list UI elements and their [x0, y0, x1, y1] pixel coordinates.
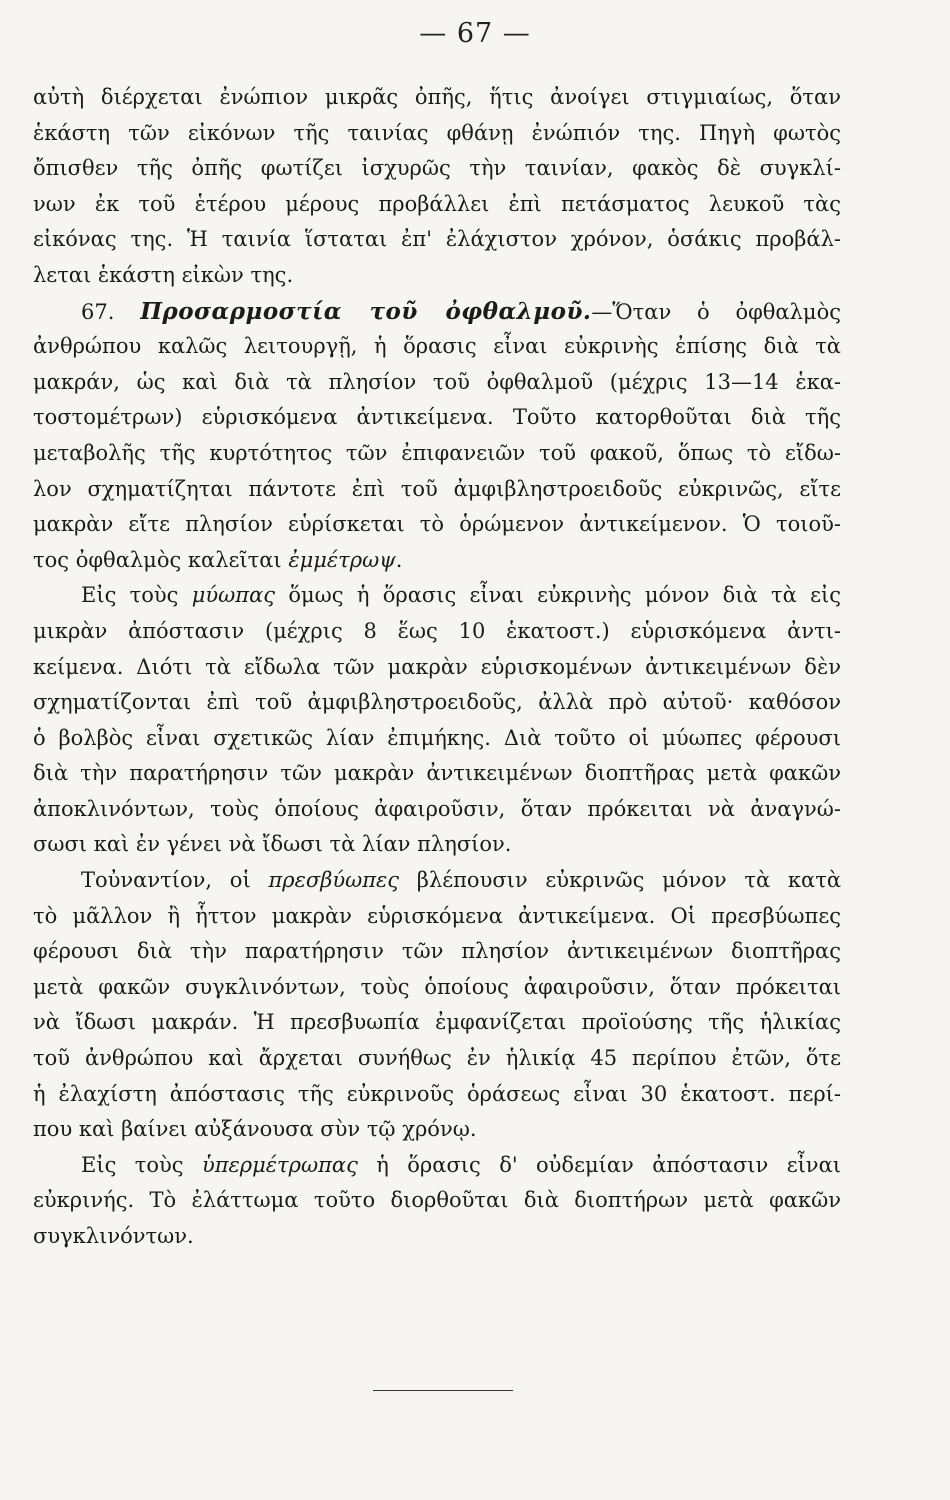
text-line: που καὶ βαίνει αὐξάνουσα σὺν τῷ χρόνῳ.	[33, 1117, 477, 1142]
text-line: εἰκόνας της. Ἡ ταινία ἵσταται ἐπ' ἐλάχιστον χρόνον, ὁσάκις προβάλ-	[33, 227, 841, 252]
text-line: κείμενα. Διότι τὰ εἴδωλα τῶν μακρὰν εὑρισκομένων ἀντικειμένων δὲν	[33, 654, 841, 679]
text-line: ἀνθρώπου καλῶς λειτουργῇ, ἡ ὅρασις εἶναι εὐκρινὴς ἐπίσης διὰ τὰ	[33, 334, 841, 359]
text-line: νων ἐκ τοῦ ἑτέρου μέρους προβάλλει ἐπὶ πετάσματος λευκοῦ τὰς	[33, 191, 841, 216]
text-line: λεται ἑκάστη εἰκὼν της.	[33, 262, 294, 287]
text-line: σχηματίζονται ἐπὶ τοῦ ἀμφιβληστροειδοῦς, ἀλλὰ πρὸ αὐτοῦ· καθόσον	[33, 690, 841, 715]
text-line: Εἰς τοὺς ὑπερμέτρωπας ἡ ὅρασις δ' οὐδεμίαν ἀπόστασιν εἶναι	[81, 1152, 841, 1177]
text-line: διὰ τὴν παρατήρησιν τῶν μακρὰν ἀντικειμένων διοπτῆρας μετὰ φακῶν	[33, 761, 841, 786]
text-line: συγκλινόντων.	[33, 1224, 194, 1248]
text-line: αὐτὴ διέρχεται ἐνώπιον μικρᾶς ὀπῆς, ἥτις ἀνοίγει στιγμιαίως, ὅταν	[33, 85, 841, 109]
emphasis-term: μύωπας	[191, 583, 276, 608]
body-text	[33, 80, 841, 1255]
section-number: 67.	[81, 299, 141, 324]
text-line: Τοὐναντίον, οἱ πρεσβύωπες βλέπουσιν εὐκρινῶς μόνον τὰ κατὰ	[81, 868, 842, 893]
end-rule-divider	[373, 1390, 513, 1391]
emphasis-term: ὑπερμέτρωπας	[201, 1152, 358, 1177]
text-line: σωσι καὶ ἐν γένει νὰ ἴδωσι τὰ λίαν πλησίον.	[33, 832, 512, 857]
text-line: τοστομέτρων) εὑρισκόμενα ἀντικείμενα. Τοῦτο κατορθοῦται διὰ τῆς	[33, 405, 841, 430]
text-line: εὐκρινής. Τὸ ἐλάττωμα τοῦτο διορθοῦται διὰ διοπτήρων μετὰ φακῶν	[33, 1188, 841, 1213]
text-line: ἑκάστη τῶν εἰκόνων τῆς ταινίας φθάνῃ ἐνώπιόν της. Πηγὴ φωτὸς	[33, 120, 841, 145]
section-title: Προσαρμοστία τοῦ ὀφθαλμοῦ.	[140, 297, 592, 325]
emphasis-term: ἐμμέτρωψ	[288, 547, 396, 572]
text-line: τος ὀφθαλμὸς καλεῖται ἐμμέτρωψ.	[33, 547, 403, 572]
text-line: Εἰς τοὺς μύωπας ὅμως ἡ ὅρασις εἶναι εὐκρινὴς μόνον διὰ τὰ εἰς	[81, 583, 841, 608]
page-number-header: — 67 —	[419, 18, 531, 49]
text-line: ἀποκλινόντων, τοὺς ὁποίους ἀφαιροῦσιν, ὅταν πρόκειται νὰ ἀναγνώ-	[33, 796, 841, 821]
text-line: ἡ ἐλαχίστη ἀπόστασις τῆς εὐκρινοῦς ὁράσεως εἶναι 30 ἑκατοστ. περί-	[33, 1081, 841, 1106]
text-line: μετὰ φακῶν συγκλινόντων, τοὺς ὁποίους ἀφαιροῦσιν, ὅταν πρόκειται	[33, 974, 841, 999]
text-line: μεταβολῆς τῆς κυρτότητος τῶν ἐπιφανειῶν τοῦ φακοῦ, ὅπως τὸ εἴδω-	[33, 440, 841, 465]
text-line: ὁ βολβὸς εἶναι σχετικῶς λίαν ἐπιμήκης. Διὰ τοῦτο οἱ μύωπες φέρουσι	[33, 725, 841, 750]
text-line: μικρὰν ἀπόστασιν (μέχρις 8 ἕως 10 ἑκατοστ.) εὑρισκόμενα ἀντι-	[33, 618, 841, 643]
section-heading-line: 67. Προσαρμοστία τοῦ ὀφθαλμοῦ.—Ὅταν ὁ ὀφθαλμὸς	[81, 297, 841, 325]
text-line: μακρὰν εἴτε πλησίον εὑρίσκεται τὸ ὁρώμενον ἀντικείμενον. Ὁ τοιοῦ-	[33, 512, 841, 537]
text-line: τοῦ ἀνθρώπου καὶ ἄρχεται συνήθως ἐν ἡλικίᾳ 45 περίπου ἐτῶν, ὅτε	[33, 1046, 841, 1071]
text-line: φέρουσι διὰ τὴν παρατήρησιν τῶν πλησίον ἀντικειμένων διοπτῆρας	[33, 939, 841, 964]
text-line: νὰ ἴδωσι μακράν. Ἡ πρεσβυωπία ἐμφανίζεται προϊούσης τῆς ἡλικίας	[33, 1010, 841, 1035]
text-line: μακράν, ὡς καὶ διὰ τὰ πλησίον τοῦ ὀφθαλμοῦ (μέχρις 13—14 ἑκα-	[33, 369, 841, 394]
emphasis-term: πρεσβύωπες	[268, 868, 400, 893]
text-line: λον σχηματίζηται πάντοτε ἐπὶ τοῦ ἀμφιβληστροειδοῦς εὐκρινῶς, εἴτε	[33, 476, 841, 501]
text-line: τὸ μᾶλλον ἢ ἧττον μακρὰν εὑρισκόμενα ἀντικείμενα. Οἱ πρεσβύωπες	[33, 903, 841, 928]
text-line: ὄπισθεν τῆς ὀπῆς φωτίζει ἰσχυρῶς τὴν ταινίαν, φακὸς δὲ συγκλί-	[33, 156, 841, 181]
